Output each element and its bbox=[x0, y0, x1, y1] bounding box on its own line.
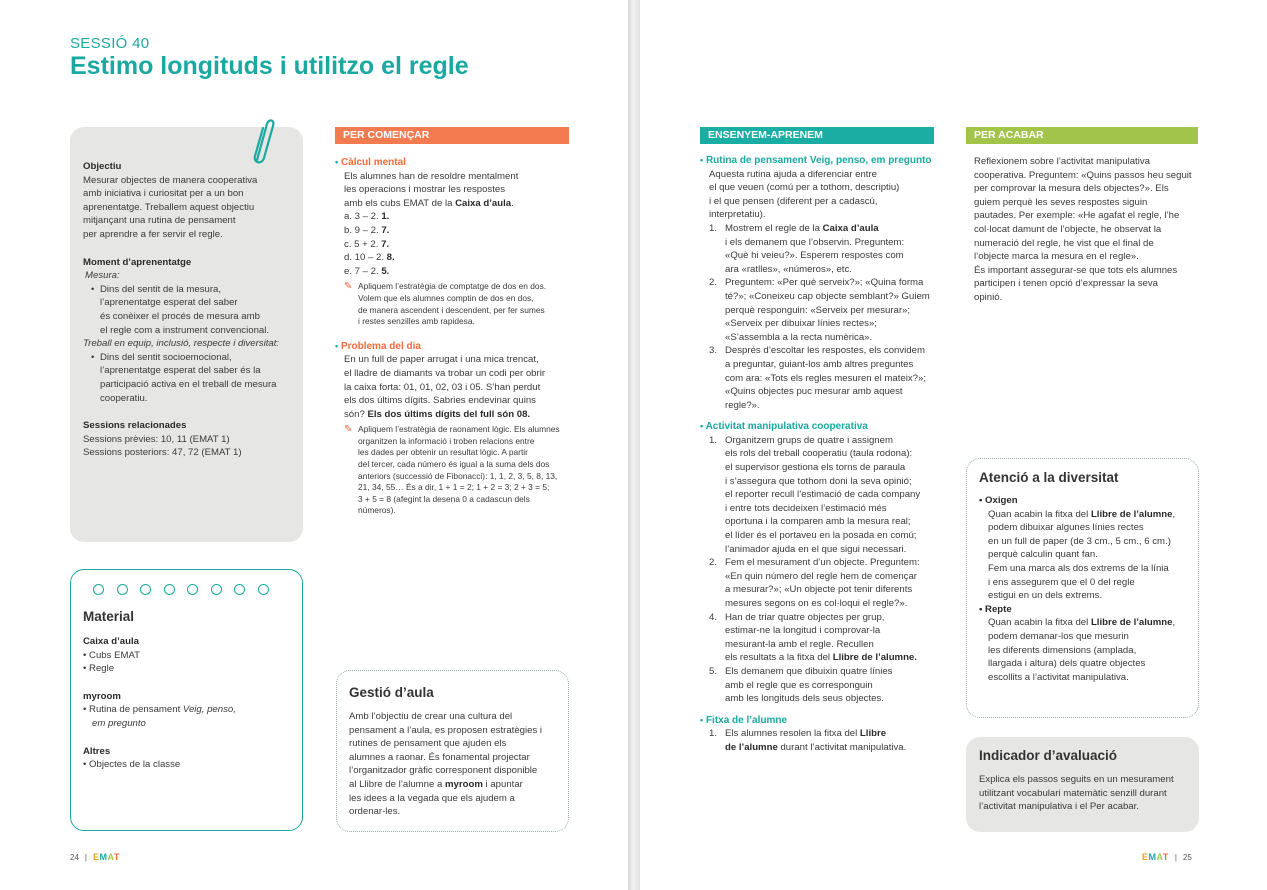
calcul-line3c: . bbox=[511, 197, 514, 209]
altres-title: Altres bbox=[83, 745, 111, 757]
per-acabar-line: Reflexionem sobre l’activitat manipulativa bbox=[974, 156, 1150, 167]
step-line: i s’assegura que tothom doni la seva opinió; bbox=[725, 475, 912, 487]
treball-line: l’aprenentatge esperat del saber és la bbox=[100, 365, 261, 377]
calcul-line3a: amb els cubs EMAT de la bbox=[344, 197, 456, 209]
calcul-title bbox=[335, 156, 575, 170]
diversitat-content bbox=[967, 459, 1198, 684]
activitat-title-text: Activitat manipulativa cooperativa bbox=[705, 421, 868, 433]
note-line: 21, 34, 55… És a dir, 1 + 1 = 2; 1 + 2 = 3; 2 + 3 = 5; bbox=[358, 482, 550, 493]
calcul-line bbox=[344, 197, 575, 211]
step-item: 1. Organitzem grups de quatre i assignem els rols del treball cooperatiu (taula rodona): el supervisor gestiona els torns de paraula i s’assegura que tothom doni la seva opinió; el reporter recull l’estimació de cada company i entre tots decideixen l’estimació més oportuna i la comparen amb la mesura real; el líder és el portaveu en la posada en comú; l’animador ajuda en el que sigui necessari. bbox=[709, 434, 921, 555]
myroom-item: • Rutina de pensament Veig, penso, bbox=[83, 704, 236, 716]
treball-line: cooperatiu. bbox=[100, 392, 148, 404]
per-acabar-line: cooperativa. Preguntem: «Quins passos heu seguit bbox=[974, 169, 1192, 181]
mesura-line: el regle com a instrument convencional. bbox=[100, 324, 270, 336]
indicador-line: l’activitat manipulativa i el Per acabar. bbox=[979, 801, 1139, 813]
activitat-steps bbox=[700, 434, 950, 706]
note-line: Volem que els alumnes comptin de dos en dos, bbox=[358, 292, 534, 303]
step-line: Fem el mesurament d’un objecte. Preguntem: bbox=[725, 557, 920, 569]
logo-letter: T bbox=[1162, 852, 1169, 862]
step-line: oportuna i la comparen amb la mesura real; bbox=[725, 516, 911, 528]
gestio-line: l’organitzador gràfic corresponent disponible bbox=[349, 765, 538, 777]
logo-letter: M bbox=[99, 852, 108, 862]
gestio-line bbox=[349, 778, 568, 792]
oxigen-line: podem dibuixar algunes línies rectes bbox=[988, 522, 1144, 534]
mesura-line: l’aprenentatge esperat del saber bbox=[100, 297, 238, 309]
myroom-item-cont: em pregunto bbox=[92, 717, 146, 729]
step-line: «S’assembla a la recta numèrica». bbox=[725, 331, 873, 343]
sessions-next: Sessions posteriors: 47, 72 (EMAT 1) bbox=[83, 447, 242, 459]
repte-text bbox=[979, 616, 1198, 684]
repte-line: llargada i altura) dels quatre objectes bbox=[988, 658, 1146, 670]
step-line: Després d’escoltar les respostes, els convidem bbox=[725, 345, 925, 357]
pencil-icon: ✎ bbox=[344, 424, 353, 436]
repte-line: les diferents dimensions (amplada, bbox=[988, 644, 1137, 656]
problema-line: el lladre de diamants va trobar un codi per obrir bbox=[344, 367, 546, 379]
step-line: Preguntem: «Per què serveix?»; «Quina forma bbox=[725, 277, 924, 289]
strategy-note bbox=[344, 424, 575, 517]
objective-text bbox=[83, 174, 298, 242]
step-line: té?»; «Coneixeu cap objecte semblant?» Guiem bbox=[725, 290, 930, 302]
footer-separator: | bbox=[1174, 853, 1177, 862]
step-line: «En quin número del regle hem de començar bbox=[725, 570, 917, 582]
note-line: 3 + 5 = 8 (afegint la desena 0 a cadascun dels bbox=[358, 493, 530, 504]
step-bold: Caixa d’aula bbox=[822, 222, 879, 234]
per-acabar-line: per comprovar la mesura dels objectes?». Els bbox=[974, 183, 1169, 195]
note-line: anteriors (successió de Fibonacci): 1, 1, 2, 3, 5, 8, 13, bbox=[358, 470, 558, 481]
op-a: 1. bbox=[381, 211, 390, 223]
myroom-item-italic: Veig, penso, bbox=[182, 704, 236, 716]
mesura-line: és conèixer el procés de mesura amb bbox=[100, 310, 260, 322]
step-text: Els alumnes resolen la fitxa del bbox=[725, 728, 860, 740]
mesura-line: Dins del sentit de la mesura, bbox=[100, 283, 222, 295]
step-line: perquè responguin: «Serveix per mesurar»; bbox=[725, 304, 911, 316]
footer-right bbox=[1142, 851, 1192, 865]
per-acabar-line: col·locat damunt de l’objecte, he observat la bbox=[974, 223, 1162, 235]
logo-letter: A bbox=[107, 852, 114, 862]
indicador-line: utilitzant vocabulari matemàtic senzill durant bbox=[979, 787, 1167, 799]
objective-title: Objectiu bbox=[83, 161, 122, 172]
ensenyem-content bbox=[700, 154, 950, 755]
step-line: a mesurar?»; «Un objecte pot tenir diferents bbox=[725, 584, 913, 596]
step-line: el supervisor gestiona els torns de paraula bbox=[725, 462, 906, 474]
objective-content bbox=[83, 160, 298, 460]
indicador-line: Explica els passos seguits en un mesurament bbox=[979, 774, 1174, 785]
op-a: 7. bbox=[381, 238, 390, 250]
altres-item: • Objectes de la classe bbox=[83, 759, 181, 771]
diversitat-box bbox=[966, 458, 1199, 718]
oxigen-text bbox=[979, 508, 1198, 603]
repte-title: • Repte bbox=[979, 603, 1012, 615]
step-line: amb el regle que es corresponguin bbox=[725, 679, 873, 691]
gestio-line6c: i apuntar bbox=[482, 778, 523, 790]
objective-line: per aprendre a fer servir el regle. bbox=[83, 228, 223, 240]
logo-letter: E bbox=[92, 852, 100, 862]
step-line: els rols del treball cooperatiu (taula rodona): bbox=[725, 448, 913, 460]
ensenyem-bar: ENSENYEM-APRENEM bbox=[700, 127, 934, 144]
problema-line bbox=[344, 408, 575, 422]
problema-line: els dos últims dígits. Sabries endevinar quins bbox=[344, 395, 536, 407]
op-a: 7. bbox=[381, 224, 390, 236]
step-item: 1. Els alumnes resolen la fitxa del Llibre de l’alumne durant l’activitat manipulativa. bbox=[709, 728, 907, 753]
diamond-bullet-icon: • bbox=[700, 155, 704, 165]
gestio-line: ordenar-les. bbox=[349, 806, 401, 818]
caixa-title: Caixa d’aula bbox=[83, 636, 139, 647]
mesura-label: Mesura: bbox=[85, 270, 120, 282]
right-page bbox=[640, 0, 1267, 890]
per-comencar-bar: PER COMENÇAR bbox=[335, 127, 569, 144]
problema-line: la caixa forta: 01, 01, 02, 03 i 05. S’han perdut bbox=[344, 381, 541, 393]
page-number: 25 bbox=[1182, 853, 1192, 862]
gestio-line: Amb l’objectiu de crear una cultura del bbox=[349, 711, 513, 722]
rutina-line: interpretatiu). bbox=[709, 209, 766, 221]
gestio-line: pensament a l’aula, es proposen estratègies i bbox=[349, 724, 543, 736]
diversitat-title: Atenció a la diversitat bbox=[979, 470, 1119, 485]
step-text: els resultats a la fitxa del bbox=[725, 652, 833, 664]
step-bold: de l’alumne bbox=[725, 741, 778, 753]
op-q: b. 9 – 2. bbox=[344, 224, 382, 236]
material-content bbox=[71, 595, 302, 772]
indicador-content bbox=[966, 737, 1199, 814]
objective-line: aprenentatge. Treballem aquest objectiu bbox=[83, 201, 255, 213]
left-page bbox=[0, 0, 628, 890]
moment-title: Moment d’aprenentatge bbox=[83, 256, 192, 268]
diamond-bullet-icon: • bbox=[700, 421, 704, 432]
strategy-note bbox=[344, 281, 575, 327]
repte-line: podem demanar-los que mesurin bbox=[988, 630, 1129, 642]
objective-line: amb iniciativa i curiositat per a un bon bbox=[83, 188, 244, 200]
gestio-line: rutines de pensament que ajuden els bbox=[349, 738, 507, 750]
oxigen-line-a: Quan acabin la fitxa del bbox=[988, 508, 1091, 520]
gestio-box bbox=[336, 670, 569, 832]
indicador-title: Indicador d’avaluació bbox=[979, 748, 1118, 763]
oxigen-line: Fem una marca als dos extrems de la línia bbox=[988, 562, 1169, 574]
gestio-myroom: myroom bbox=[445, 778, 483, 790]
step-line: «Serveix per dibuixar línies rectes»; bbox=[725, 318, 877, 330]
op-item bbox=[344, 224, 575, 238]
note-line: Apliquem l’estratègia de comptatge de dos en dos. bbox=[358, 281, 547, 292]
book-gutter bbox=[628, 0, 640, 890]
treball-line: participació activa en el treball de mesura bbox=[100, 378, 277, 390]
step-line: i els demanem que l’observin. Preguntem: bbox=[725, 236, 905, 248]
objective-line: Mesurar objectes de manera cooperativa bbox=[83, 174, 258, 186]
per-acabar-line: l’objecte marca la mesura en el regle». bbox=[974, 251, 1139, 263]
logo-letter: T bbox=[113, 852, 120, 862]
rutina-steps bbox=[700, 222, 950, 412]
caixa-item: • Regle bbox=[83, 663, 115, 675]
fitxa-title bbox=[700, 714, 950, 728]
material-box bbox=[70, 569, 303, 831]
oxigen-line: en un full de paper (de 3 cm., 5 cm., 6 cm.) bbox=[988, 535, 1171, 547]
calcul-line: les operacions i mostrar les respostes bbox=[344, 184, 506, 196]
oxigen-line-c: , bbox=[1172, 508, 1176, 520]
per-acabar-bar: PER ACABAR bbox=[966, 127, 1198, 144]
calcul-text bbox=[335, 170, 575, 328]
repte-line-c: , bbox=[1172, 617, 1176, 629]
footer-left bbox=[70, 851, 120, 865]
note-line: de manera ascendent i descendent, per fer sumes bbox=[358, 304, 545, 315]
op-item bbox=[344, 210, 575, 224]
op-q: d. 10 – 2. bbox=[344, 252, 387, 264]
objective-line: mitjançant una rutina de pensament bbox=[83, 215, 236, 227]
step-line: l’animador ajuda en el que sigui necessari. bbox=[725, 543, 907, 555]
ring-binder-icon bbox=[71, 584, 302, 595]
op-a: 5. bbox=[381, 265, 390, 277]
page-title: Estimo longituds i utilitzo el regle bbox=[70, 52, 469, 80]
rutina-title bbox=[700, 154, 950, 168]
note-line: Apliquem l’estratègia de raonament lògic. Els alumnes bbox=[358, 424, 560, 435]
oxigen-line: perquè calculin quant fan. bbox=[988, 549, 1098, 561]
per-comencar-content bbox=[335, 156, 575, 517]
problema-title bbox=[335, 340, 575, 354]
sessions-title: Sessions relacionades bbox=[83, 420, 187, 432]
material-title: Material bbox=[83, 609, 135, 624]
op-q: e. 7 – 2. bbox=[344, 265, 382, 277]
gestio-line: les idees a la vegada que els ajudem a bbox=[349, 792, 515, 804]
page-number: 24 bbox=[70, 853, 79, 862]
step-line: amb les longituds dels seus objectes. bbox=[725, 693, 884, 705]
oxigen-title: • Oxigen bbox=[979, 495, 1018, 506]
calcul-line3b: Caixa d’aula bbox=[455, 197, 512, 209]
repte-bold: Llibre de l’alumne bbox=[1090, 617, 1173, 629]
footer-separator: | bbox=[84, 853, 87, 862]
step-line: mesures segons on es col·loqui el regle?». bbox=[725, 598, 908, 609]
indicador-text bbox=[979, 773, 1199, 814]
note-line: i restes senzilles amb rapidesa. bbox=[358, 316, 475, 327]
step-item: 5. Els demanem que dibuixin quatre línies amb el regle que es corresponguin amb les longituds dels seus objectes. bbox=[709, 665, 893, 705]
step-text: Mostrem el regle de la bbox=[725, 222, 823, 234]
step-line: «Quins objectes puc mesurar amb aquest bbox=[725, 386, 903, 398]
caixa-item: • Cubs EMAT bbox=[83, 649, 141, 661]
emat-logo bbox=[93, 851, 120, 865]
repte-line-a: Quan acabin la fitxa del bbox=[988, 617, 1091, 629]
per-acabar-line: numeració del regle, he vist que el final de bbox=[974, 237, 1154, 249]
step-line: regle?». bbox=[725, 399, 760, 411]
diamond-bullet-icon: • bbox=[335, 340, 339, 351]
rutina-line: Aquesta rutina ajuda a diferenciar entre bbox=[709, 168, 877, 180]
mesura-item: • Dins del sentit de la mesura, l’aprenentatge esperat del saber és conèixer el procés de mesura amb el regle com a instrument convencional. bbox=[83, 283, 298, 337]
step-line: Organitzem grups de quatre i assignem bbox=[725, 434, 893, 446]
rutina-text bbox=[700, 168, 950, 222]
gestio-line: alumnes a raonar. És fonamental projectar bbox=[349, 751, 530, 763]
problema-text bbox=[335, 353, 575, 517]
repte-line: escollits a l’activitat manipulativa. bbox=[988, 671, 1129, 683]
op-q: a. 3 – 2. bbox=[344, 211, 382, 223]
session-label: SESSIÓ 40 bbox=[70, 35, 150, 52]
problema-line5a: són? bbox=[344, 408, 368, 420]
rutina-line: el que veuen (comú per a tothom, descriptiu) bbox=[709, 182, 900, 194]
op-item bbox=[344, 251, 575, 265]
op-item bbox=[344, 238, 575, 252]
note-line: del tercer, cada número és igual a la suma dels dos bbox=[358, 459, 550, 470]
step-item: 3. Després d’escoltar les respostes, els convidem a preguntar, guiant-los amb altres preguntes com ara: «Tots els regles mesuren el mateix?»; «Quins objectes puc mesurar amb aquest regle?». bbox=[709, 345, 927, 411]
step-line: el reporter recull l’estimació de cada company bbox=[725, 489, 921, 501]
oxigen-line: estigui en un dels extrems. bbox=[988, 590, 1103, 602]
per-acabar-line: participen i tenen opció d’expressar la seva bbox=[974, 278, 1158, 290]
calcul-title-text: Càlcul mental bbox=[340, 157, 406, 168]
note-line: números). bbox=[358, 505, 396, 516]
pencil-icon: ✎ bbox=[344, 281, 353, 293]
step-bold: Llibre de l’alumne. bbox=[832, 652, 917, 664]
step-text: durant l’activitat manipulativa. bbox=[777, 741, 907, 753]
step-line: mesurant-la amb el regle. Recullen bbox=[725, 638, 874, 650]
oxigen-line: i ens assegurem que el 0 del regle bbox=[988, 576, 1135, 588]
treball-item: • Dins del sentit socioemocional, l’aprenentatge esperat del saber és la participació activa en el treball de mesura cooperatiu. bbox=[83, 351, 298, 405]
step-line: Els demanem que dibuixin quatre línies bbox=[725, 665, 893, 677]
oxigen-bold: Llibre de l’alumne bbox=[1090, 508, 1173, 520]
gestio-content bbox=[337, 671, 568, 819]
rutina-line: i el que pensen (diferent per a cadascú, bbox=[709, 195, 878, 207]
treball-line: Dins del sentit socioemocional, bbox=[100, 351, 232, 363]
note-line: les dades per obtenir un resultat lògic. A partir bbox=[358, 447, 528, 458]
gestio-title: Gestió d’aula bbox=[349, 685, 434, 700]
problema-title-text: Problema del dia bbox=[340, 340, 421, 352]
indicador-box bbox=[966, 737, 1199, 832]
step-line: Han de triar quatre objectes per grup, bbox=[725, 611, 885, 623]
step-line: com ara: «Tots els regles mesuren el mateix?»; bbox=[725, 372, 927, 384]
fitxa-title-text: Fitxa de l’alumne bbox=[705, 714, 788, 726]
step-line: el líder és el portaveu en la posada en comú; bbox=[725, 530, 917, 542]
note-line: organitzen la informació i troben relacions entre bbox=[358, 435, 535, 446]
diamond-bullet-icon: • bbox=[700, 714, 704, 725]
logo-letter: A bbox=[1156, 852, 1163, 862]
caixa-item-text: Regle bbox=[89, 663, 115, 675]
per-acabar-text bbox=[974, 155, 1204, 305]
altres-item-text: Objectes de la classe bbox=[89, 759, 181, 771]
step-line: a preguntar, guiant-los amb altres preguntes bbox=[725, 358, 914, 370]
oxigen-title-text: Oxigen bbox=[985, 495, 1018, 506]
diamond-bullet-icon: • bbox=[335, 157, 339, 167]
step-line: i entre tots decideixen l’estimació més bbox=[725, 502, 887, 514]
step-item: 4. Han de triar quatre objectes per grup, estimar-ne la longitud i comprovar-la mesurant-la amb el regle. Recullen els resultats a la fitxa del Llibre de l’alumne. bbox=[709, 611, 917, 664]
step-item: 2. Preguntem: «Per què serveix?»; «Quina forma té?»; «Coneixeu cap objecte semblant?» Guiem perquè responguin: «Serveix per mesurar»; «Serveix per dibuixar línies rectes»; «S’assembla a la recta numèrica». bbox=[709, 277, 930, 343]
gestio-line6a: al Llibre de l’alumne a bbox=[349, 778, 445, 790]
myroom-item-text: Rutina de pensament bbox=[89, 704, 183, 716]
step-line: «Què hi veieu?». Esperem respostes com bbox=[725, 250, 904, 262]
op-q: c. 5 + 2. bbox=[344, 238, 382, 250]
problema-line: En un full de paper arrugat i una mica trencat, bbox=[344, 354, 539, 366]
step-item: 1. Mostrem el regle de la Caixa d’aula i els demanem que l’observin. Preguntem: «Què hi veieu?». Esperem respostes com ara «ratlles», «números», etc. bbox=[709, 222, 905, 275]
per-acabar-line: pautades. Per exemple: «He agafat el regle, l’he bbox=[974, 210, 1180, 222]
gestio-text bbox=[349, 710, 568, 819]
problema-answer: Els dos últims dígits del full són 08. bbox=[367, 408, 531, 420]
treball-label: Treball en equip, inclusió, respecte i diversitat: bbox=[83, 338, 280, 350]
logo-letter: M bbox=[1148, 852, 1157, 862]
step-line: ara «ratlles», «números», etc. bbox=[725, 263, 852, 275]
myroom-title: myroom bbox=[83, 690, 121, 702]
step-line: estimar-ne la longitud i comprovar-la bbox=[725, 625, 881, 637]
per-acabar-line: guiem perquè les seves respostes siguin bbox=[974, 196, 1148, 208]
op-a: 8. bbox=[386, 252, 395, 264]
activitat-title bbox=[700, 420, 950, 434]
step-item: 2. Fem el mesurament d’un objecte. Preguntem: «En quin número del regle hem de començar a mesurar?»; «Un objecte pot tenir diferents mesures segons on es col·loqui el regle?». bbox=[709, 557, 920, 609]
caixa-item-text: Cubs EMAT bbox=[89, 649, 141, 661]
rutina-title-text: Rutina de pensament Veig, penso, em pregunto bbox=[705, 155, 932, 166]
logo-letter: E bbox=[1142, 852, 1149, 862]
step-bold: Llibre bbox=[859, 728, 887, 740]
per-acabar-line: És important assegurar-se que tots els alumnes bbox=[974, 264, 1178, 276]
repte-title-text: Repte bbox=[985, 603, 1012, 615]
calcul-line: Els alumnes han de resoldre mentalment bbox=[344, 170, 519, 182]
op-item bbox=[344, 265, 575, 279]
sessions-prev: Sessions prèvies: 10, 11 (EMAT 1) bbox=[83, 433, 230, 445]
per-acabar-line: opinió. bbox=[974, 291, 1003, 303]
emat-logo bbox=[1142, 851, 1169, 865]
